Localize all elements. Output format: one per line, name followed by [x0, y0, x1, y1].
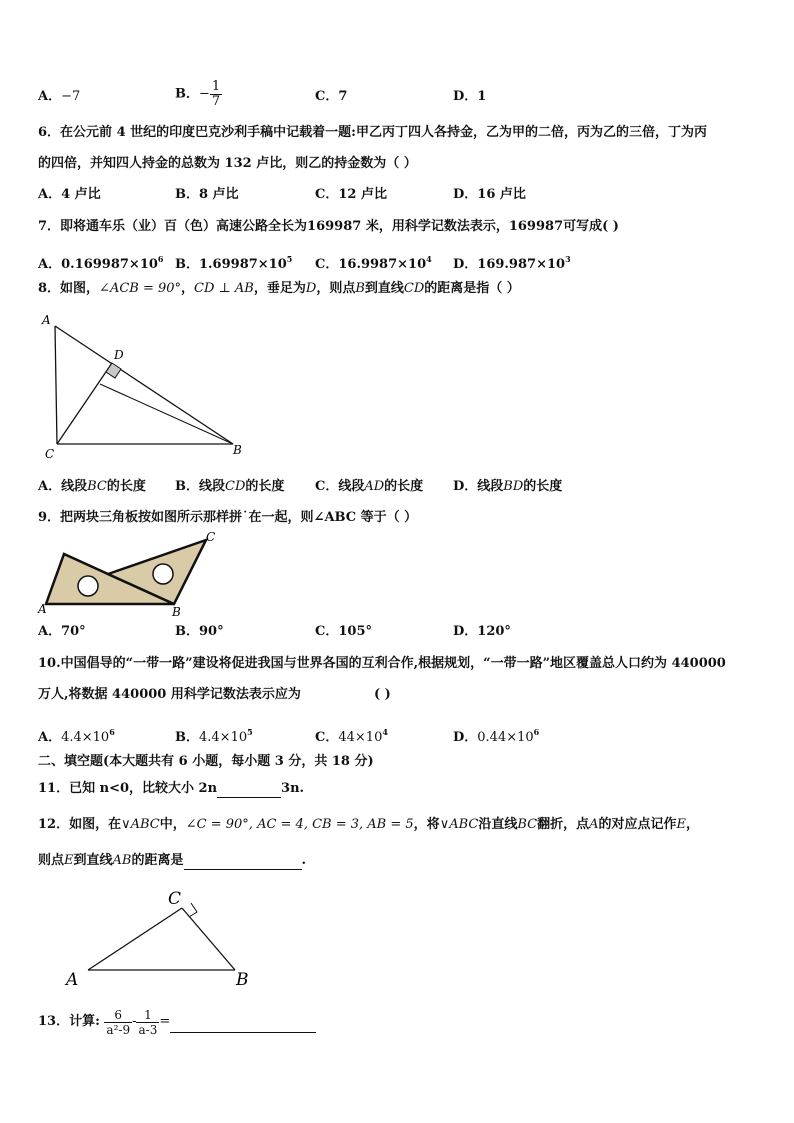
q9-option-a: A．70° [38, 624, 86, 639]
q6-stem-line2: 的四倍，并知四人持金的总数为 132 卢比，则乙的持金数为（ ） [38, 156, 417, 171]
q9-option-d: D．120° [453, 624, 511, 639]
q10-stem-line2: 万人,将数据 440000 用科学记数法表示应为 [38, 687, 301, 702]
q8-label-d: D [114, 348, 124, 362]
q13-stem: 13．计算: $\frac{6}{\text{a²-9}}$ - $\frac{1}{a-3}$ = [38, 1002, 316, 1043]
q8-figure [40, 310, 250, 460]
q7-option-c: C．$16.9987\times 10^4$ [315, 254, 432, 272]
q9-hole-right [153, 564, 173, 584]
q7-option-d: D．$169.987\times 10^3$ [453, 254, 571, 272]
q12-seg-ac [88, 908, 182, 970]
q12-answer-blank[interactable] [184, 855, 302, 870]
q8-right-angle-mark [106, 363, 121, 378]
q5-option-a: A．−7 [38, 89, 81, 104]
q5-fraction: $\frac{1}{7}$ [211, 79, 221, 109]
q9-stem: 9．把两块三角板按如图所示那样拼˙在一起，则∠ABC 等于（ ） [38, 510, 418, 525]
q12-label-b: B [236, 970, 249, 990]
q8-option-b: B．线段CD的长度 [175, 479, 285, 494]
q5-option-c: C．7 [315, 89, 348, 104]
q9-option-b: B．90° [175, 624, 224, 639]
q11-stem: 11．已知 n<0，比较大小 2n 3n. [38, 781, 305, 796]
q8-seg-ab [55, 326, 233, 444]
q10-option-b: B．$4.4\times 10^5$ [175, 727, 253, 745]
q10-answer-paren: ( ) [374, 687, 391, 702]
q10-option-c: C．$44\times 10^4$ [315, 727, 388, 745]
q6-option-c: C．12 卢比 [315, 187, 387, 202]
q12-figure [62, 884, 262, 990]
q13-answer-blank[interactable] [170, 1012, 316, 1033]
q9-label-a: A [38, 602, 47, 616]
q8-option-a: A．线段BC的长度 [38, 479, 146, 494]
q12-seg-cb [182, 908, 235, 970]
q8-label-a: A [42, 313, 51, 327]
q12-right-angle-mark [189, 903, 197, 917]
q9-hole-left [78, 576, 98, 596]
q10-stem-line1: 10.中国倡导的“一带一路”建设将促进我国与世界各国的互利合作,根据规划，“一带一路”地区覆盖总人口约为 440000 [38, 656, 726, 671]
q9-label-b: B [172, 605, 181, 619]
q12-stem-line2: 则点E到直线AB的距离是 . [38, 853, 307, 868]
q8-seg-ac [55, 326, 57, 444]
q8-stem: 8．如图，∠ACB = 90°，CD ⊥ AB，垂足为D，则点B到直线CD的距离是指（ ） [38, 281, 520, 296]
q8-label-b: B [233, 443, 242, 457]
q6-option-d: D．16 卢比 [453, 187, 526, 202]
q9-option-c: C．105° [315, 624, 372, 639]
q8-option-c: C．线段AD的长度 [315, 479, 424, 494]
q9-figure [38, 532, 220, 618]
q12-stem-line1: 12．如图，在∨ABC中，∠C = 90°, AC = 4, CB = 3, AB = 5，将∨ABC沿直线BC翻折，点A的对应点记作E， [38, 817, 700, 832]
q8-label-c: C [45, 447, 55, 461]
q8-option-d: D．线段BD的长度 [453, 479, 563, 494]
q10-option-a: A．$4.4\times 10^6$ [38, 727, 115, 745]
q12-label-a: A [66, 970, 79, 990]
q9-label-c: C [206, 530, 216, 544]
q13-fraction-2: $\frac{1}{a-3}$ [138, 1007, 158, 1037]
q8-seg-cd [57, 363, 112, 444]
section-2-heading: 二、填空题(本大题共有 6 小题，每小题 3 分，共 18 分) [38, 754, 374, 769]
q7-stem: 7．即将通车乐（业）百（色）高速公路全长为169987 米，用科学记数法表示，169987可写成( ) [38, 219, 619, 234]
q12-label-c: C [168, 889, 182, 909]
q6-stem-line1: 6．在公元前 4 世纪的印度巴克沙利手稿中记载着一题:甲乙丙丁四人各持金，乙为甲的二倍，丙为乙的三倍，丁为丙 [38, 125, 707, 140]
q5-option-d: D．1 [453, 89, 487, 104]
q7-option-a: A．$0.169987\times 10^6$ [38, 254, 164, 272]
q7-option-b: B．$1.69987\times 10^5$ [175, 254, 293, 272]
q10-option-d: D．$0.44\times 10^6$ [453, 727, 540, 745]
q11-answer-blank[interactable] [217, 783, 281, 798]
q13-fraction-1: $\frac{6}{\text{a²-9}}$ [106, 1007, 131, 1037]
q8-seg-db-extra [100, 384, 233, 444]
q5-option-b: B．− $\frac{1}{7}$ [175, 79, 221, 109]
q6-option-a: A．4 卢比 [38, 187, 101, 202]
q6-option-b: B．8 卢比 [175, 187, 239, 202]
